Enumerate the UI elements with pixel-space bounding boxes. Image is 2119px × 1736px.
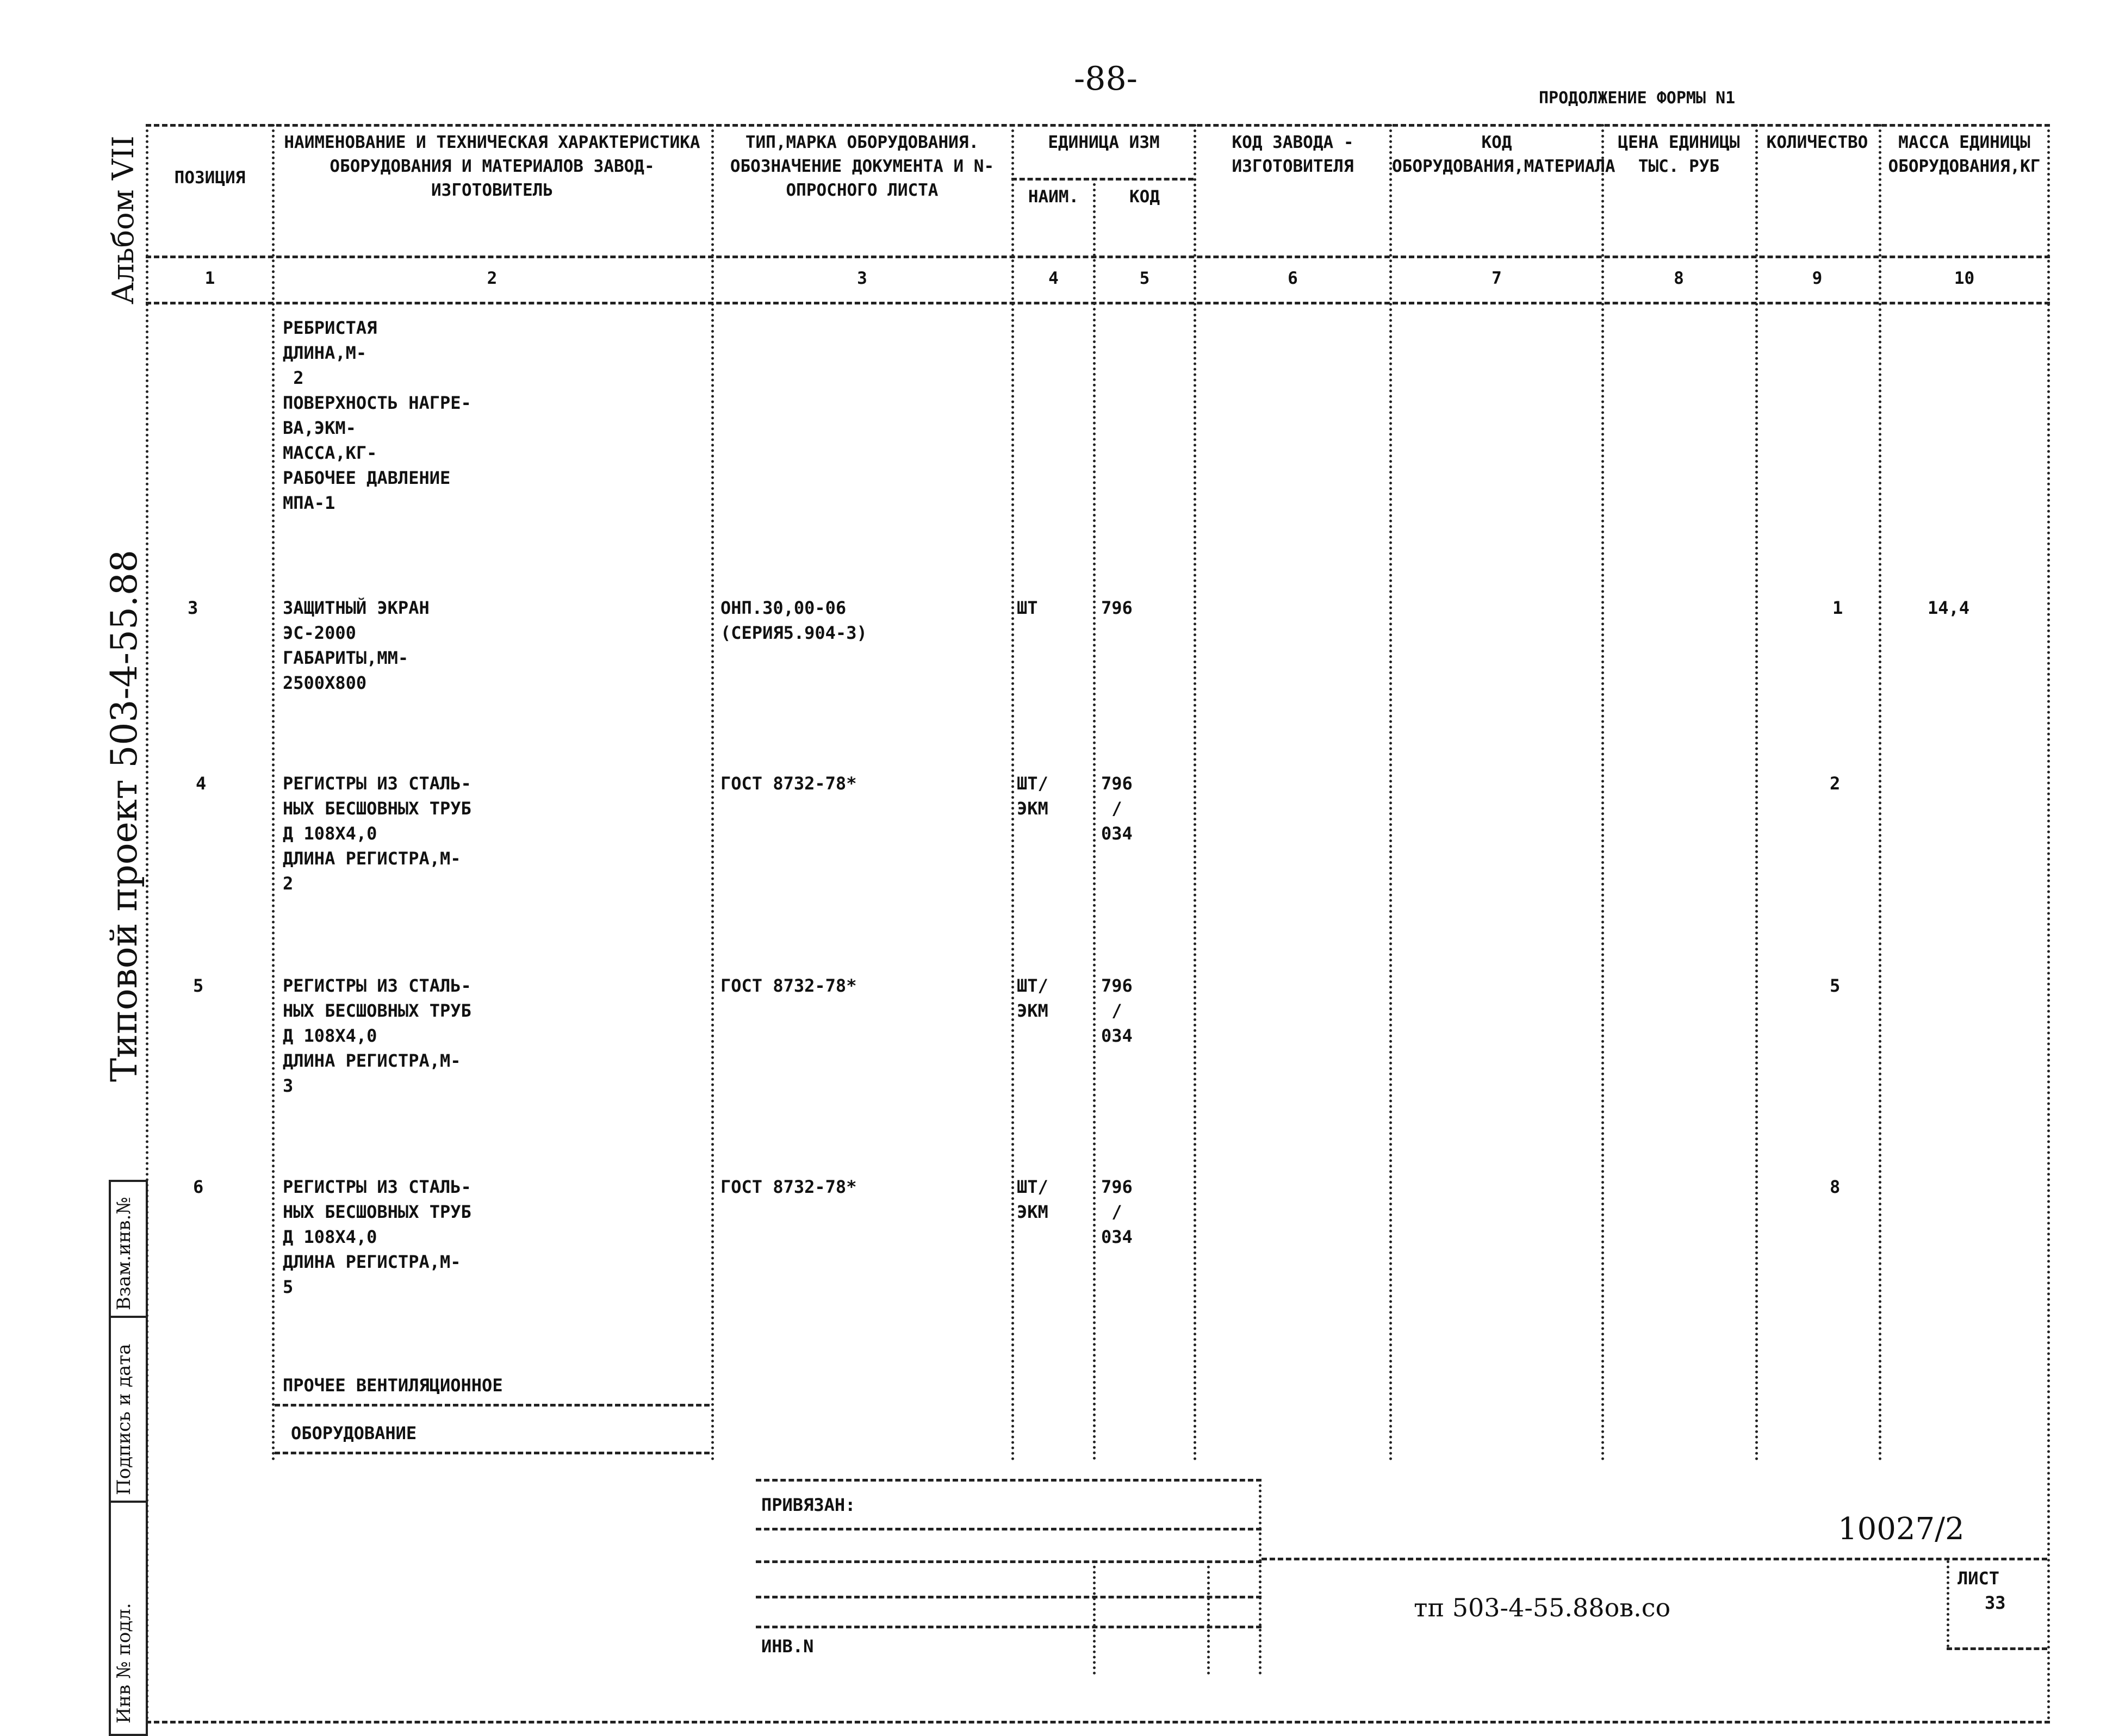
row-position: 6 — [193, 1177, 204, 1197]
col-divider-2-3 — [711, 124, 714, 1461]
row-name: ЗАЩИТНЫЙ ЭКРАН ЭС-2000 ГАБАРИТЫ,ММ- 2500X800 — [283, 598, 430, 693]
header-equipment-code: КОД ОБОРУДОВАНИЯ,МАТЕРИАЛА — [1392, 133, 1615, 176]
col-divider-5-6 — [1194, 124, 1196, 1461]
header-unit-code: КОД — [1129, 187, 1160, 207]
header-unit-name: НАИМ. — [1028, 187, 1079, 207]
col-divider-8-9 — [1755, 124, 1758, 1461]
column-number: 3 — [857, 269, 867, 288]
column-number: 8 — [1674, 269, 1684, 288]
unit-group-divider — [1011, 178, 1194, 181]
row-unit-name: ШТ/ ЭКМ — [1017, 773, 1048, 819]
row-quantity: 8 — [1830, 1177, 1841, 1197]
header-type: ТИП,МАРКА ОБОРУДОВАНИЯ. ОБОЗНАЧЕНИЕ ДОКУМЕНТА И N-ОПРОСНОГО ЛИСТА — [730, 133, 995, 200]
section-underline — [275, 1404, 710, 1407]
row-type: ГОСТ 8732-78* — [720, 773, 857, 794]
section-title-line1: ПРОЧЕЕ ВЕНТИЛЯЦИОННОЕ — [283, 1375, 503, 1396]
row-quantity: 1 — [1832, 598, 1843, 618]
row-unit-code: 796 / 034 — [1101, 975, 1133, 1046]
sheet-label: ЛИСТ — [1958, 1568, 2000, 1589]
stamp-linked-label: ПРИВЯЗАН: — [761, 1495, 856, 1515]
side-stamp-divider — [109, 1501, 146, 1503]
header-mass: МАССА ЕДИНИЦЫ ОБОРУДОВАНИЯ,КГ — [1888, 133, 2041, 176]
row-name: РЕБРИСТАЯ ДЛИНА,М- 2 ПОВЕРХНОСТЬ НАГРЕ- ВА,ЭКМ- МАССА,КГ- РАБОЧЕЕ ДАВЛЕНИЕ МПА-1 — [283, 318, 471, 513]
column-number: 4 — [1048, 269, 1059, 288]
table-left-border — [146, 124, 148, 1721]
project-label: Типовой проект 503-4-55.88 — [103, 550, 145, 1082]
number-row-bottom-border — [146, 302, 2050, 304]
header-bottom-border — [146, 256, 2050, 258]
row-mass: 14,4 — [1928, 598, 1970, 618]
column-number: 5 — [1139, 269, 1150, 288]
doc-designation: тп 503-4-55.88ов.со — [1414, 1593, 1671, 1622]
row-unit-code: 796 — [1101, 598, 1133, 618]
header-quantity: КОЛИЧЕСТВО — [1766, 133, 1868, 152]
stamp-col-line — [1207, 1560, 1210, 1675]
stamp-row-line — [756, 1596, 1262, 1598]
section-underline — [275, 1452, 710, 1454]
column-number: 2 — [487, 269, 498, 288]
table-top-border — [146, 124, 2050, 127]
row-name: РЕГИСТРЫ ИЗ СТАЛЬ- НЫХ БЕСШОВНЫХ ТРУБ Д 108X4,0 ДЛИНА РЕГИСТРА,М- 2 — [283, 773, 471, 894]
stamp-signature-date: Подпись и дата — [113, 1343, 135, 1495]
row-position: 5 — [193, 975, 204, 996]
row-unit-code: 796 / 034 — [1101, 773, 1133, 844]
stamp-replaced-inv: Взам.инв.№ — [113, 1197, 135, 1310]
stamp-top-border — [756, 1479, 1262, 1482]
row-quantity: 2 — [1830, 773, 1841, 794]
stamp-col-line — [1259, 1479, 1262, 1675]
album-label: Альбом VII — [106, 135, 140, 304]
row-type: ОНП.30,00-06 (СЕРИЯ5.904-3) — [720, 598, 867, 643]
stamp-row-line — [756, 1560, 1262, 1563]
stamp-inv-orig: Инв № подл. — [113, 1603, 135, 1723]
doc-number: 10027/2 — [1838, 1511, 1965, 1547]
sheet-box-bottom — [1947, 1647, 2047, 1650]
side-stamp-divider — [109, 1316, 146, 1318]
row-unit-code: 796 / 034 — [1101, 1177, 1133, 1247]
stamp-col-line — [1093, 1560, 1096, 1675]
form-continuation-title: ПРОДОЛЖЕНИЕ ФОРМЫ N1 — [1539, 89, 1736, 108]
sheet-number: 33 — [1985, 1592, 2006, 1613]
row-unit-name: ШТ/ ЭКМ — [1017, 1177, 1048, 1222]
column-number: 6 — [1288, 269, 1298, 288]
col-divider-1-2 — [272, 124, 275, 1461]
row-type: ГОСТ 8732-78* — [720, 1177, 857, 1197]
stamp-row-line — [756, 1528, 1262, 1530]
column-number: 7 — [1492, 269, 1502, 288]
row-position: 3 — [188, 598, 198, 618]
stamp-inv-label: ИНВ.N — [761, 1636, 814, 1657]
header-name: НАИМЕНОВАНИЕ И ТЕХНИЧЕСКАЯ ХАРАКТЕРИСТИКА ОБОРУДОВАНИЯ И МАТЕРИАЛОВ ЗАВОД-ИЗГОТОВИТЕЛЬ — [284, 133, 700, 200]
table-right-border — [2047, 124, 2050, 1721]
row-name: РЕГИСТРЫ ИЗ СТАЛЬ- НЫХ БЕСШОВНЫХ ТРУБ Д 108X4,0 ДЛИНА РЕГИСТРА,М- 3 — [283, 975, 471, 1096]
col-divider-3-4 — [1011, 124, 1014, 1461]
col-divider-9-10 — [1879, 124, 1881, 1461]
stamp-right-line — [1262, 1558, 2047, 1560]
stamp-row-line — [756, 1626, 1262, 1628]
table-bottom-border — [146, 1721, 2050, 1723]
column-number: 9 — [1812, 269, 1823, 288]
sheet-box-border — [1947, 1560, 1949, 1647]
section-title-line2: ОБОРУДОВАНИЕ — [291, 1423, 417, 1443]
row-name: РЕГИСТРЫ ИЗ СТАЛЬ- НЫХ БЕСШОВНЫХ ТРУБ Д 108X4,0 ДЛИНА РЕГИСТРА,М- 5 — [283, 1177, 471, 1297]
row-unit-name: ШТ — [1017, 598, 1038, 618]
header-plant-code: КОД ЗАВОДА - ИЗГОТОВИТЕЛЯ — [1232, 133, 1354, 176]
row-quantity: 5 — [1830, 975, 1841, 996]
col-divider-6-7 — [1389, 124, 1392, 1461]
col-divider-4-5 — [1093, 178, 1096, 1461]
row-type: ГОСТ 8732-78* — [720, 975, 857, 996]
row-position: 4 — [196, 773, 207, 794]
page-number: -88- — [1074, 60, 1138, 98]
col-divider-7-8 — [1601, 124, 1604, 1461]
column-number: 10 — [1954, 269, 1975, 288]
header-unit-group: ЕДИНИЦА ИЗМ — [1048, 133, 1160, 152]
row-unit-name: ШТ/ ЭКМ — [1017, 975, 1048, 1021]
header-price: ЦЕНА ЕДИНИЦЫ ТЫС. РУБ — [1618, 133, 1740, 176]
header-position: ПОЗИЦИЯ — [174, 168, 246, 188]
column-number: 1 — [204, 269, 215, 288]
